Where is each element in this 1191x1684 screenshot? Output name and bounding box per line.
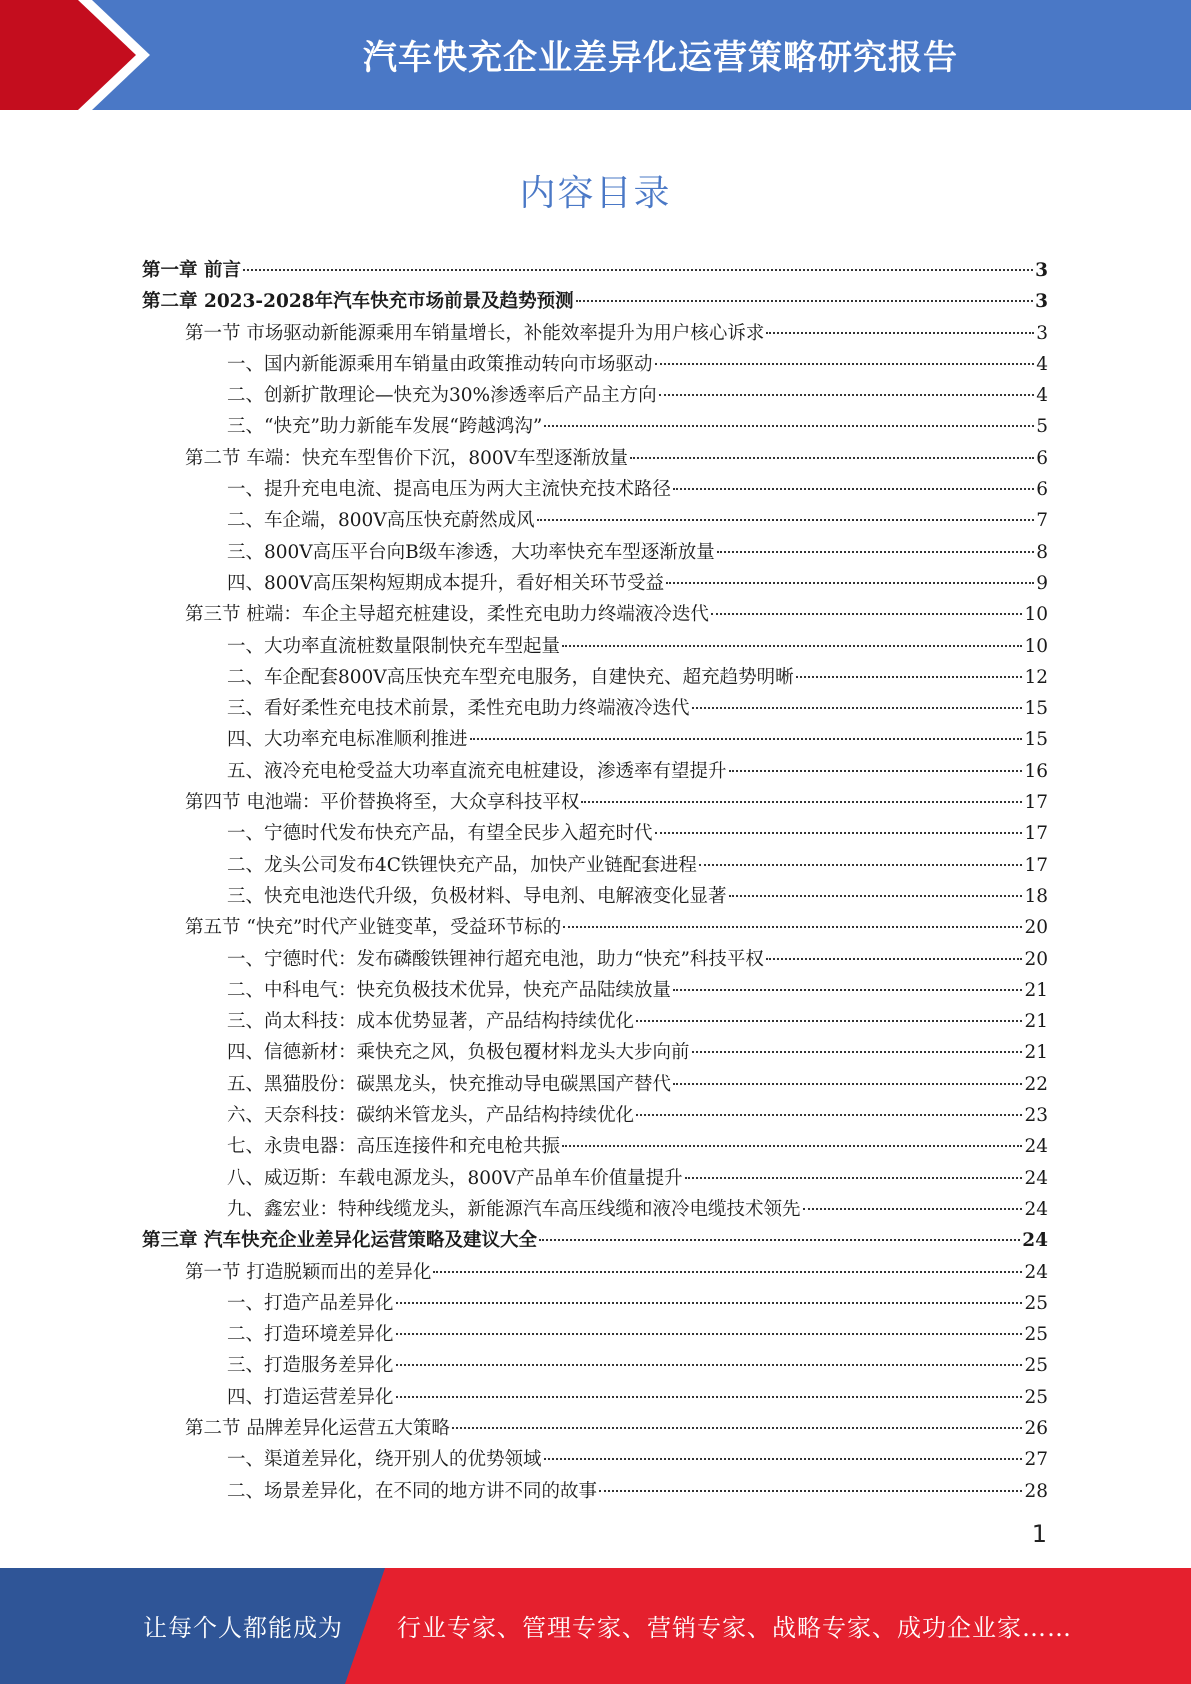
toc-entry-page: 23 bbox=[1024, 1105, 1048, 1127]
toc-entry-page: 28 bbox=[1024, 1480, 1048, 1502]
toc-entry[interactable] bbox=[142, 318, 1048, 349]
toc-entry-page: 7 bbox=[1036, 510, 1048, 532]
toc-dot-leader bbox=[396, 1302, 1023, 1304]
toc-dot-leader bbox=[685, 1177, 1023, 1179]
toc-entry-page: 4 bbox=[1036, 385, 1048, 407]
toc-entry-page: 24 bbox=[1024, 1198, 1048, 1220]
toc-entry[interactable] bbox=[142, 756, 1048, 787]
toc-dot-leader bbox=[452, 1427, 1023, 1429]
toc-entry-page: 21 bbox=[1024, 1011, 1048, 1033]
toc-entry-page: 4 bbox=[1036, 353, 1048, 375]
toc-dot-leader bbox=[563, 926, 1022, 928]
toc-entry[interactable] bbox=[142, 537, 1048, 568]
toc-dot-leader bbox=[729, 770, 1023, 772]
footer-slogan-left: 让每个人都能成为 bbox=[143, 1614, 343, 1642]
toc-entry-title: 第一章 前言 bbox=[142, 260, 241, 281]
toc-entry[interactable] bbox=[142, 975, 1048, 1006]
toc-dot-leader bbox=[692, 707, 1023, 709]
toc-entry[interactable] bbox=[142, 1350, 1048, 1381]
toc-entry-title: 二、创新扩散理论—快充为30%渗透率后产品主方向 bbox=[227, 385, 657, 407]
toc-dot-leader bbox=[396, 1396, 1023, 1398]
toc-entry-page: 24 bbox=[1024, 1261, 1048, 1283]
table-of-contents bbox=[142, 255, 1048, 1507]
toc-entry-page: 8 bbox=[1036, 541, 1048, 563]
report-title: 汽车快充企业差异化运营策略研究报告 bbox=[363, 38, 958, 78]
toc-entry[interactable] bbox=[142, 1006, 1048, 1037]
toc-entry[interactable] bbox=[142, 505, 1048, 536]
toc-entry-page: 24 bbox=[1022, 1230, 1048, 1252]
toc-entry-title: 一、国内新能源乘用车销量由政策推动转向市场驱动 bbox=[227, 353, 653, 375]
toc-entry-page: 21 bbox=[1024, 1042, 1048, 1064]
toc-entry-page: 12 bbox=[1024, 666, 1048, 688]
toc-entry[interactable] bbox=[142, 1288, 1048, 1319]
toc-dot-leader bbox=[396, 1364, 1023, 1366]
page-number: 1 bbox=[1031, 1520, 1047, 1548]
toc-entry-page: 6 bbox=[1036, 447, 1048, 469]
toc-entry-title: 一、宁德时代发布快充产品，有望全民步入超充时代 bbox=[227, 823, 653, 845]
toc-dot-leader bbox=[699, 864, 1023, 866]
toc-entry-page: 3 bbox=[1035, 291, 1048, 313]
toc-entry-title: 三、“快充”助力新能车发展“跨越鸿沟” bbox=[227, 416, 543, 438]
toc-dot-leader bbox=[581, 801, 1022, 803]
toc-dot-leader bbox=[576, 300, 1034, 302]
toc-entry[interactable] bbox=[142, 818, 1048, 849]
toc-entry[interactable] bbox=[142, 1131, 1048, 1162]
toc-entry[interactable] bbox=[142, 693, 1048, 724]
toc-entry-page: 3 bbox=[1036, 322, 1048, 344]
toc-dot-leader bbox=[470, 738, 1023, 740]
toc-entry-page: 21 bbox=[1024, 979, 1048, 1001]
toc-entry-page: 6 bbox=[1036, 479, 1048, 501]
toc-dot-leader bbox=[673, 1083, 1022, 1085]
toc-entry-title: 第五节 “快充”时代产业链变革，受益环节标的 bbox=[185, 917, 562, 939]
toc-dot-leader bbox=[562, 1145, 1022, 1147]
toc-entry[interactable] bbox=[142, 631, 1048, 662]
toc-entry[interactable] bbox=[142, 1319, 1048, 1350]
toc-entry-page: 15 bbox=[1024, 729, 1048, 751]
toc-dot-leader bbox=[636, 1114, 1022, 1116]
toc-entry-title: 第三章 汽车快充企业差异化运营策略及建议大全 bbox=[142, 1230, 537, 1252]
toc-entry-title: 二、打造环境差异化 bbox=[227, 1324, 394, 1346]
toc-entry-page: 26 bbox=[1024, 1417, 1048, 1439]
toc-dot-leader bbox=[711, 613, 1023, 615]
toc-entry-page: 27 bbox=[1024, 1449, 1048, 1471]
toc-entry-title: 一、渠道差异化，绕开别人的优势领域 bbox=[227, 1449, 542, 1471]
toc-entry-page: 25 bbox=[1024, 1324, 1048, 1346]
toc-dot-leader bbox=[396, 1333, 1023, 1335]
toc-dot-leader bbox=[539, 1239, 1020, 1241]
toc-entry-title: 二、车企配套800V高压快充车型充电服务，自建快充、超充趋势明晰 bbox=[227, 666, 794, 688]
toc-entry[interactable] bbox=[142, 380, 1048, 411]
page-header bbox=[0, 0, 1191, 110]
toc-entry-page: 9 bbox=[1036, 572, 1048, 594]
toc-entry-title: 六、天奈科技：碳纳米管龙头，产品结构持续优化 bbox=[227, 1105, 635, 1127]
toc-dot-leader bbox=[655, 363, 1035, 365]
toc-entry[interactable] bbox=[142, 1257, 1048, 1288]
toc-entry[interactable] bbox=[142, 881, 1048, 912]
toc-entry-page: 17 bbox=[1024, 823, 1048, 845]
toc-heading: 内容目录 bbox=[519, 173, 672, 214]
toc-entry-title: 第二节 车端：快充车型售价下沉，800V车型逐渐放量 bbox=[185, 447, 629, 469]
toc-entry-page: 25 bbox=[1024, 1386, 1048, 1408]
toc-dot-leader bbox=[655, 832, 1023, 834]
toc-entry-title: 第二节 品牌差异化运营五大策略 bbox=[185, 1417, 450, 1439]
toc-entry-title: 三、看好柔性充电技术前景，柔性充电助力终端液冷迭代 bbox=[227, 698, 690, 720]
toc-entry[interactable] bbox=[142, 1444, 1048, 1475]
toc-dot-leader bbox=[673, 989, 1022, 991]
toc-entry[interactable] bbox=[142, 662, 1048, 693]
toc-entry-page: 10 bbox=[1024, 604, 1048, 626]
toc-entry-title: 二、车企端，800V高压快充蔚然成风 bbox=[227, 510, 535, 532]
toc-entry-page: 17 bbox=[1024, 854, 1048, 876]
toc-entry-title: 五、液冷充电枪受益大功率直流充电桩建设，渗透率有望提升 bbox=[227, 760, 727, 782]
toc-dot-leader bbox=[766, 958, 1023, 960]
toc-entry-title: 一、宁德时代：发布磷酸铁锂神行超充电池，助力“快充”科技平权 bbox=[227, 948, 764, 970]
toc-entry[interactable] bbox=[142, 1194, 1048, 1225]
toc-entry[interactable] bbox=[142, 599, 1048, 630]
toc-entry-page: 22 bbox=[1024, 1073, 1048, 1095]
toc-entry[interactable] bbox=[142, 1100, 1048, 1131]
toc-entry-page: 25 bbox=[1024, 1355, 1048, 1377]
toc-entry-title: 五、黑猫股份：碳黑龙头，快充推动导电碳黑国产替代 bbox=[227, 1073, 672, 1095]
toc-entry-title: 第一节 打造脱颖而出的差异化 bbox=[185, 1261, 432, 1283]
toc-dot-leader bbox=[636, 1020, 1022, 1022]
toc-entry-title: 一、大功率直流桩数量限制快充车型起量 bbox=[227, 635, 561, 657]
toc-entry-title: 第四节 电池端：平价替换将至，大众享科技平权 bbox=[185, 792, 580, 814]
toc-entry-title: 四、大功率充电标准顺利推进 bbox=[227, 729, 468, 751]
toc-entry-title: 二、中科电气：快充负极技术优异，快充产品陆续放量 bbox=[227, 979, 672, 1001]
toc-entry[interactable] bbox=[142, 1413, 1048, 1444]
toc-entry-page: 5 bbox=[1036, 416, 1048, 438]
toc-entry[interactable] bbox=[142, 568, 1048, 599]
toc-entry-page: 24 bbox=[1024, 1136, 1048, 1158]
toc-entry-title: 九、鑫宏业：特种线缆龙头，新能源汽车高压线缆和液冷电缆技术领先 bbox=[227, 1198, 801, 1220]
toc-dot-leader bbox=[803, 1208, 1023, 1210]
toc-dot-leader bbox=[717, 551, 1034, 553]
toc-entry-page: 20 bbox=[1024, 948, 1048, 970]
toc-dot-leader bbox=[673, 488, 1034, 490]
toc-dot-leader bbox=[729, 895, 1023, 897]
page-footer bbox=[0, 1568, 1191, 1684]
toc-entry-title: 三、尚太科技：成本优势显著，产品结构持续优化 bbox=[227, 1011, 635, 1033]
toc-entry-title: 第二章 2023-2028年汽车快充市场前景及趋势预测 bbox=[142, 291, 574, 313]
toc-entry[interactable] bbox=[142, 255, 1048, 286]
toc-dot-leader bbox=[692, 1051, 1023, 1053]
toc-entry-title: 三、快充电池迭代升级，负极材料、导电剂、电解液变化显著 bbox=[227, 885, 727, 907]
toc-entry[interactable] bbox=[142, 1069, 1048, 1100]
toc-dot-leader bbox=[796, 676, 1023, 678]
toc-entry[interactable] bbox=[142, 1163, 1048, 1194]
toc-entry[interactable] bbox=[142, 912, 1048, 943]
toc-entry-page: 3 bbox=[1035, 260, 1048, 281]
toc-entry-page: 17 bbox=[1024, 792, 1048, 814]
toc-entry-title: 四、打造运营差异化 bbox=[227, 1386, 394, 1408]
toc-dot-leader bbox=[544, 425, 1034, 427]
toc-entry[interactable] bbox=[142, 1225, 1048, 1256]
toc-entry-title: 一、提升充电电流、提高电压为两大主流快充技术路径 bbox=[227, 479, 672, 501]
toc-dot-leader bbox=[666, 582, 1034, 584]
toc-entry-title: 第三节 桩端：车企主导超充桩建设，柔性充电助力终端液冷迭代 bbox=[185, 604, 709, 626]
toc-entry[interactable] bbox=[142, 286, 1048, 317]
toc-entry-page: 18 bbox=[1024, 885, 1048, 907]
toc-entry-title: 八、威迈斯：车载电源龙头，800V产品单车价值量提升 bbox=[227, 1167, 683, 1189]
toc-entry[interactable] bbox=[142, 349, 1048, 380]
toc-entry-title: 一、打造产品差异化 bbox=[227, 1292, 394, 1314]
toc-entry[interactable] bbox=[142, 787, 1048, 818]
toc-dot-leader bbox=[659, 394, 1035, 396]
toc-dot-leader bbox=[630, 457, 1034, 459]
toc-entry-page: 15 bbox=[1024, 698, 1048, 720]
toc-entry-title: 四、信德新材：乘快充之风，负极包覆材料龙头大步向前 bbox=[227, 1042, 690, 1064]
toc-entry-title: 四、800V高压架构短期成本提升，看好相关环节受益 bbox=[227, 572, 665, 594]
toc-entry-page: 25 bbox=[1024, 1292, 1048, 1314]
toc-dot-leader bbox=[562, 645, 1022, 647]
toc-entry[interactable] bbox=[142, 850, 1048, 881]
toc-entry[interactable] bbox=[142, 1476, 1048, 1507]
toc-entry-title: 二、场景差异化，在不同的地方讲不同的故事 bbox=[227, 1480, 598, 1502]
toc-entry-page: 24 bbox=[1024, 1167, 1048, 1189]
toc-dot-leader bbox=[766, 332, 1034, 334]
toc-dot-leader bbox=[599, 1490, 1022, 1492]
toc-dot-leader bbox=[544, 1458, 1023, 1460]
toc-entry-page: 20 bbox=[1024, 917, 1048, 939]
toc-entry[interactable] bbox=[142, 724, 1048, 755]
toc-entry[interactable] bbox=[142, 474, 1048, 505]
toc-entry-title: 三、800V高压平台向B级车渗透，大功率快充车型逐渐放量 bbox=[227, 541, 715, 563]
toc-entry[interactable] bbox=[142, 1037, 1048, 1068]
toc-entry-title: 七、永贵电器：高压连接件和充电枪共振 bbox=[227, 1136, 561, 1158]
toc-dot-leader bbox=[243, 269, 1033, 271]
toc-entry-page: 10 bbox=[1024, 635, 1048, 657]
toc-dot-leader bbox=[537, 519, 1035, 521]
toc-entry-page: 16 bbox=[1024, 760, 1048, 782]
toc-entry-title: 二、龙头公司发布4C铁锂快充产品，加快产业链配套进程 bbox=[227, 854, 697, 876]
toc-entry-title: 第一节 市场驱动新能源乘用车销量增长，补能效率提升为用户核心诉求 bbox=[185, 322, 765, 344]
toc-dot-leader bbox=[433, 1271, 1022, 1273]
toc-entry[interactable] bbox=[142, 443, 1048, 474]
toc-entry-title: 三、打造服务差异化 bbox=[227, 1355, 394, 1377]
toc-entry[interactable] bbox=[142, 411, 1048, 442]
toc-entry[interactable] bbox=[142, 1382, 1048, 1413]
toc-entry[interactable] bbox=[142, 944, 1048, 975]
footer-slogan-right: 行业专家、管理专家、营销专家、战略专家、成功企业家…… bbox=[397, 1614, 1072, 1642]
